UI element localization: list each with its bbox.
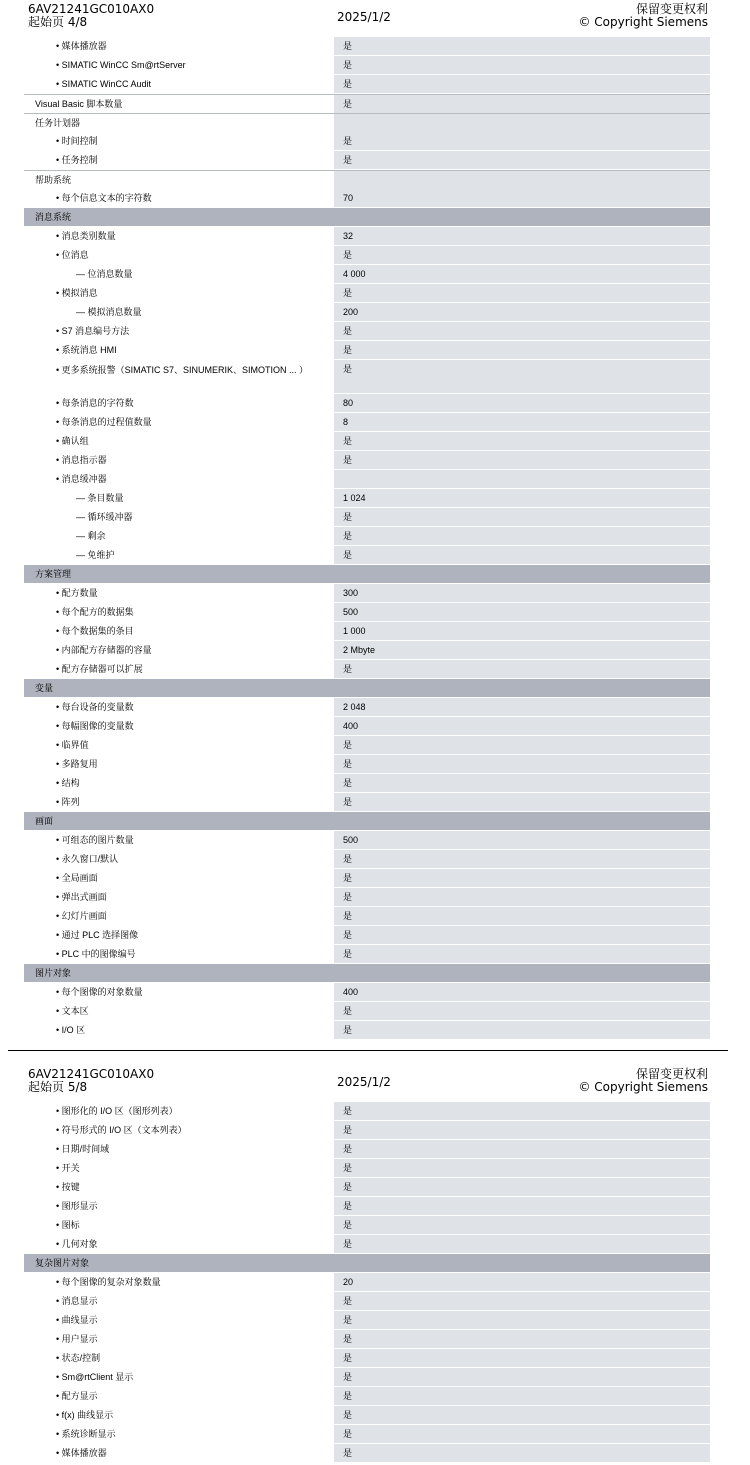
spec-value: 是 bbox=[334, 1197, 710, 1215]
rights-notice: 保留变更权利 bbox=[635, 1067, 708, 1081]
spec-row bbox=[24, 1178, 710, 1197]
spec-row bbox=[24, 641, 710, 660]
spec-value: 是 bbox=[334, 451, 710, 469]
spec-label: • 消息缓冲器 bbox=[56, 474, 107, 484]
section-header-row bbox=[24, 208, 710, 227]
spec-value: 是 bbox=[334, 360, 710, 393]
spec-row bbox=[24, 831, 710, 850]
spec-label: • 每个图像的复杂对象数量 bbox=[56, 1277, 161, 1287]
spec-value: 是 bbox=[334, 1002, 710, 1020]
section-header-row bbox=[24, 565, 710, 584]
spec-row bbox=[24, 945, 710, 964]
spec-value: 是 bbox=[334, 736, 710, 754]
copyright-notice: © Copyright Siemens bbox=[578, 15, 708, 29]
spec-label: • Sm@rtClient 显示 bbox=[56, 1372, 134, 1382]
spec-row bbox=[24, 341, 710, 360]
spec-row bbox=[24, 189, 710, 208]
spec-value: 500 bbox=[334, 831, 710, 849]
copyright-notice: © Copyright Siemens bbox=[578, 1080, 708, 1094]
spec-label: 任务计划器 bbox=[35, 118, 81, 128]
section-title: 复杂图片对象 bbox=[24, 1254, 710, 1272]
spec-value: 是 bbox=[334, 755, 710, 773]
spec-label: • 通过 PLC 选择图像 bbox=[56, 930, 139, 940]
spec-value: 是 bbox=[334, 527, 710, 545]
spec-row bbox=[24, 1387, 710, 1406]
spec-label: • 文本区 bbox=[56, 1006, 89, 1016]
spec-value: 20 bbox=[334, 1273, 710, 1291]
spec-row bbox=[24, 151, 710, 170]
spec-label: • 消息类别数量 bbox=[56, 231, 116, 241]
spec-value: 4 000 bbox=[334, 265, 710, 283]
spec-label: • 用户显示 bbox=[56, 1334, 98, 1344]
spec-value: 1 000 bbox=[334, 622, 710, 640]
spec-label: • 每条消息的过程值数量 bbox=[56, 417, 152, 427]
spec-label: • 图标 bbox=[56, 1220, 80, 1230]
spec-row bbox=[24, 736, 710, 755]
spec-label: • 系统诊断显示 bbox=[56, 1429, 116, 1439]
spec-row bbox=[24, 774, 710, 793]
spec-label: — 循环缓冲器 bbox=[76, 512, 133, 522]
section-header-row bbox=[24, 812, 710, 831]
spec-row bbox=[24, 584, 710, 603]
spec-label: • 幻灯片画面 bbox=[56, 911, 107, 921]
spec-row bbox=[24, 227, 710, 246]
spec-label: • 日期/时间域 bbox=[56, 1144, 110, 1154]
spec-label: • 配方数量 bbox=[56, 588, 98, 598]
spec-row bbox=[24, 1330, 710, 1349]
spec-value: 是 bbox=[334, 432, 710, 450]
spec-value: 是 bbox=[334, 1102, 710, 1120]
spec-label: • 任务控制 bbox=[56, 155, 98, 165]
spec-label: • 弹出式画面 bbox=[56, 892, 107, 902]
spec-value: 是 bbox=[334, 660, 710, 678]
spec-label: • 状态/控制 bbox=[56, 1353, 101, 1363]
spec-value: 是 bbox=[334, 37, 710, 55]
section-title: 画面 bbox=[24, 812, 710, 830]
spec-label: • I/O 区 bbox=[56, 1025, 86, 1035]
spec-value: 是 bbox=[334, 246, 710, 264]
spec-row bbox=[24, 75, 710, 94]
spec-label: • 每个图像的对象数量 bbox=[56, 987, 143, 997]
spec-value: 是 bbox=[334, 1235, 710, 1253]
spec-row bbox=[24, 1235, 710, 1254]
spec-row bbox=[24, 1159, 710, 1178]
spec-label: • 每幅图像的变量数 bbox=[56, 721, 134, 731]
spec-row bbox=[24, 1311, 710, 1330]
spec-table bbox=[24, 37, 710, 1040]
spec-value: 200 bbox=[334, 303, 710, 321]
spec-row bbox=[24, 1121, 710, 1140]
spec-row bbox=[24, 470, 710, 489]
spec-label: • 每台设备的变量数 bbox=[56, 702, 134, 712]
spec-value: 80 bbox=[334, 394, 710, 412]
rights-notice: 保留变更权利 bbox=[635, 2, 708, 16]
spec-row bbox=[24, 451, 710, 470]
section-title: 变量 bbox=[24, 679, 710, 697]
spec-label: • 结构 bbox=[56, 778, 80, 788]
spec-value: 是 bbox=[334, 945, 710, 963]
spec-row bbox=[24, 1002, 710, 1021]
spec-label: — 条目数量 bbox=[76, 493, 124, 503]
section-header-row bbox=[24, 679, 710, 698]
spec-label: • 按键 bbox=[56, 1182, 80, 1192]
section-title: 图片对象 bbox=[24, 964, 710, 982]
spec-label: • 全局画面 bbox=[56, 873, 98, 883]
spec-row bbox=[24, 489, 710, 508]
spec-label: • 每个配方的数据集 bbox=[56, 607, 134, 617]
spec-label: • 更多系统报警（SIMATIC S7、SINUMERIK、SIMOTION ... ） bbox=[56, 365, 309, 375]
spec-label: • 内部配方存储器的容量 bbox=[56, 645, 152, 655]
spec-row bbox=[24, 888, 710, 907]
spec-row bbox=[24, 1216, 710, 1235]
spec-row bbox=[24, 1368, 710, 1387]
spec-row bbox=[24, 793, 710, 812]
spec-label: 帮助系统 bbox=[35, 175, 72, 185]
spec-row bbox=[24, 1292, 710, 1311]
spec-row bbox=[24, 413, 710, 432]
start-page: 起始页 5/8 bbox=[28, 1080, 88, 1094]
spec-label: — 剩余 bbox=[76, 531, 106, 541]
spec-row bbox=[24, 94, 710, 113]
header-date: 2025/1/2 bbox=[337, 1075, 391, 1089]
spec-value: 是 bbox=[334, 341, 710, 359]
spec-row bbox=[24, 1273, 710, 1292]
spec-value: 400 bbox=[334, 983, 710, 1001]
page-header bbox=[28, 1068, 708, 1104]
spec-value: 是 bbox=[334, 322, 710, 340]
spec-value: 是 bbox=[334, 926, 710, 944]
spec-value: 是 bbox=[334, 132, 710, 150]
spec-row bbox=[24, 717, 710, 736]
spec-value: 是 bbox=[334, 1216, 710, 1234]
spec-label: • 系统消息 HMI bbox=[56, 345, 117, 355]
spec-row bbox=[24, 113, 710, 132]
spec-row bbox=[24, 56, 710, 75]
spec-row bbox=[24, 983, 710, 1002]
spec-value: 是 bbox=[334, 1159, 710, 1177]
spec-table bbox=[24, 1102, 710, 1463]
section-title: 方案管理 bbox=[24, 565, 710, 583]
spec-value: 是 bbox=[334, 774, 710, 792]
spec-label: • 符号形式的 I/O 区（文本列表） bbox=[56, 1125, 187, 1135]
spec-label: • 开关 bbox=[56, 1163, 80, 1173]
spec-row bbox=[24, 698, 710, 717]
spec-value: 是 bbox=[334, 1140, 710, 1158]
spec-label: • SIMATIC WinCC Sm@rtServer bbox=[56, 60, 186, 70]
spec-value: 是 bbox=[334, 284, 710, 302]
spec-row bbox=[24, 322, 710, 341]
spec-label: • 每个数据集的条目 bbox=[56, 626, 134, 636]
spec-row bbox=[24, 527, 710, 546]
spec-row bbox=[24, 284, 710, 303]
spec-row bbox=[24, 1349, 710, 1368]
spec-value: 70 bbox=[334, 189, 710, 207]
spec-value: 是 bbox=[334, 546, 710, 564]
spec-row bbox=[24, 850, 710, 869]
spec-value: 500 bbox=[334, 603, 710, 621]
spec-value: 是 bbox=[334, 1387, 710, 1405]
spec-label: • 媒体播放器 bbox=[56, 41, 107, 51]
spec-row bbox=[24, 926, 710, 945]
spec-row bbox=[24, 907, 710, 926]
spec-label: • 阵列 bbox=[56, 797, 80, 807]
page-header bbox=[28, 3, 708, 39]
spec-row bbox=[24, 508, 710, 527]
spec-row bbox=[24, 132, 710, 151]
spec-value: 是 bbox=[334, 1121, 710, 1139]
spec-row bbox=[24, 265, 710, 284]
spec-label: • 配方显示 bbox=[56, 1391, 98, 1401]
spec-value: 是 bbox=[334, 1425, 710, 1443]
spec-label: • 消息指示器 bbox=[56, 455, 107, 465]
spec-label: — 免维护 bbox=[76, 550, 115, 560]
spec-label: • 几何对象 bbox=[56, 1239, 98, 1249]
spec-label: • f(x) 曲线显示 bbox=[56, 1410, 114, 1420]
spec-value: 是 bbox=[334, 56, 710, 74]
spec-label: • 每个信息文本的字符数 bbox=[56, 193, 152, 203]
spec-value: 400 bbox=[334, 717, 710, 735]
spec-value: 是 bbox=[334, 1406, 710, 1424]
spec-row bbox=[24, 869, 710, 888]
spec-value: 1 024 bbox=[334, 489, 710, 507]
spec-label: • 图形化的 I/O 区（图形列表） bbox=[56, 1106, 178, 1116]
spec-value: 是 bbox=[334, 793, 710, 811]
spec-row bbox=[24, 432, 710, 451]
spec-label: • 曲线显示 bbox=[56, 1315, 98, 1325]
spec-label: • 每条消息的字符数 bbox=[56, 398, 134, 408]
spec-row bbox=[24, 37, 710, 56]
spec-value: 是 bbox=[334, 1330, 710, 1348]
section-header-row bbox=[24, 1254, 710, 1273]
spec-value: 是 bbox=[334, 869, 710, 887]
spec-label: • PLC 中的图像编号 bbox=[56, 949, 136, 959]
spec-label: • SIMATIC WinCC Audit bbox=[56, 79, 152, 89]
spec-row bbox=[24, 1406, 710, 1425]
spec-value: 是 bbox=[334, 1444, 710, 1462]
spec-label: • 可组态的图片数量 bbox=[56, 835, 134, 845]
spec-label: • 消息显示 bbox=[56, 1296, 98, 1306]
spec-value bbox=[334, 470, 710, 488]
spec-row bbox=[24, 1140, 710, 1159]
spec-row bbox=[24, 546, 710, 565]
spec-value: 是 bbox=[334, 75, 710, 93]
spec-value: 是 bbox=[334, 1368, 710, 1386]
spec-label: — 模拟消息数量 bbox=[76, 307, 142, 317]
spec-row bbox=[24, 360, 710, 394]
section-header-row bbox=[24, 964, 710, 983]
spec-value: 2 048 bbox=[334, 698, 710, 716]
spec-value: 32 bbox=[334, 227, 710, 245]
spec-label: • 多路复用 bbox=[56, 759, 98, 769]
spec-value: 2 Mbyte bbox=[334, 641, 710, 659]
spec-row bbox=[24, 1444, 710, 1463]
spec-label: • 临界值 bbox=[56, 740, 89, 750]
spec-row bbox=[24, 394, 710, 413]
spec-value: 是 bbox=[334, 907, 710, 925]
spec-row bbox=[24, 622, 710, 641]
spec-row bbox=[24, 603, 710, 622]
page-divider bbox=[8, 1050, 728, 1051]
spec-label: • 图形显示 bbox=[56, 1201, 98, 1211]
spec-row bbox=[24, 660, 710, 679]
spec-value: 是 bbox=[334, 850, 710, 868]
spec-row bbox=[24, 246, 710, 265]
spec-row bbox=[24, 1197, 710, 1216]
spec-label: • S7 消息编号方法 bbox=[56, 326, 130, 336]
spec-value bbox=[334, 114, 710, 132]
spec-value: 是 bbox=[334, 151, 710, 169]
spec-value: 是 bbox=[334, 95, 710, 113]
spec-value: 是 bbox=[334, 1311, 710, 1329]
spec-label: Visual Basic 脚本数量 bbox=[35, 99, 123, 109]
header-date: 2025/1/2 bbox=[337, 10, 391, 24]
spec-label: • 配方存储器可以扩展 bbox=[56, 664, 143, 674]
spec-row bbox=[24, 1102, 710, 1121]
spec-row bbox=[24, 170, 710, 189]
spec-value: 8 bbox=[334, 413, 710, 431]
spec-value: 是 bbox=[334, 888, 710, 906]
section-title: 消息系统 bbox=[24, 208, 710, 226]
order-number: 6AV21241GC010AX0 bbox=[28, 1067, 155, 1081]
spec-label: • 媒体播放器 bbox=[56, 1448, 107, 1458]
spec-label: • 模拟消息 bbox=[56, 288, 98, 298]
spec-row bbox=[24, 1425, 710, 1444]
spec-label: • 时间控制 bbox=[56, 136, 98, 146]
spec-value: 是 bbox=[334, 508, 710, 526]
spec-label: • 确认组 bbox=[56, 436, 89, 446]
spec-row bbox=[24, 755, 710, 774]
spec-value: 是 bbox=[334, 1021, 710, 1039]
spec-label: • 永久窗口/默认 bbox=[56, 854, 119, 864]
spec-row bbox=[24, 303, 710, 322]
spec-value: 是 bbox=[334, 1292, 710, 1310]
spec-value bbox=[334, 171, 710, 189]
spec-label: • 位消息 bbox=[56, 250, 89, 260]
start-page: 起始页 4/8 bbox=[28, 15, 88, 29]
spec-row bbox=[24, 1021, 710, 1040]
order-number: 6AV21241GC010AX0 bbox=[28, 2, 155, 16]
spec-value: 是 bbox=[334, 1349, 710, 1367]
spec-value: 是 bbox=[334, 1178, 710, 1196]
spec-value: 300 bbox=[334, 584, 710, 602]
spec-label: — 位消息数量 bbox=[76, 269, 133, 279]
